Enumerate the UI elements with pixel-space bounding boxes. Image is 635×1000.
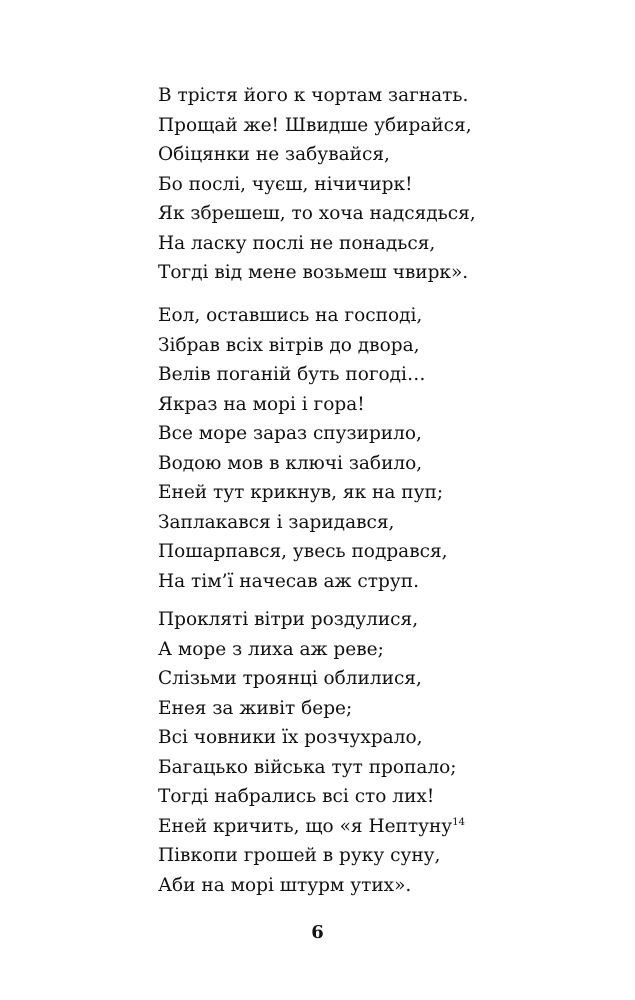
verse-line: Все море зараз спузирило, bbox=[158, 423, 422, 444]
verse-line: Тогді набрались всі сто лих! bbox=[158, 786, 435, 807]
verse-line-text: Еней кричить, що «я Нептуну bbox=[158, 815, 453, 837]
verse-line-with-footnote bbox=[158, 812, 465, 842]
verse-line: Багацько війська тут пропало; bbox=[158, 756, 457, 778]
verse-line: Прокляті вітри роздулися, bbox=[158, 609, 419, 630]
verse-line: Прощай же! Швидше убирайся, bbox=[158, 114, 472, 136]
verse-line: А море з лиха аж реве; bbox=[158, 638, 384, 660]
verse-line: Пошарпався, увесь подрався, bbox=[158, 541, 448, 562]
footnote-reference[interactable]: 14 bbox=[452, 816, 465, 828]
verse-line: Якраз на морі і гора! bbox=[158, 393, 365, 415]
page-number: 6 bbox=[311, 922, 324, 943]
verse-line: Слізьми троянці облилися, bbox=[158, 668, 422, 689]
verse-line: Всі човники їх розчухрало, bbox=[158, 727, 423, 748]
verse-line: Заплакався і заридався, bbox=[158, 511, 395, 533]
verse-line: Тогді від мене возьмеш чвирк». bbox=[158, 262, 469, 283]
verse-line: Обіцянки не забувайся, bbox=[158, 144, 390, 165]
verse-line: На тім’ї начесав аж струп. bbox=[158, 570, 419, 592]
verse-line: Еол, оставшись на господі, bbox=[158, 305, 423, 326]
verse-line: Велів поганій буть погоді… bbox=[158, 364, 426, 385]
verse-line: Бо послі, чуєш, нічичирк! bbox=[158, 173, 413, 195]
verse-line: На ласку послі не понадься, bbox=[158, 232, 436, 254]
verse-line: Енея за живіт бере; bbox=[158, 697, 353, 719]
verse-line: Півкопи грошей в руку суну, bbox=[158, 845, 441, 866]
verse-line: Еней тут крикнув, як на пуп; bbox=[158, 482, 444, 503]
stanza-2 bbox=[158, 301, 448, 596]
stanza-3 bbox=[158, 605, 465, 900]
verse-line: В трістя його к чортам загнать. bbox=[158, 85, 469, 106]
verse-line: Водою мов в ключі забило, bbox=[158, 452, 423, 474]
verse-line: Зібрав всіх вітрів до двора, bbox=[158, 334, 420, 356]
verse-line: Як збрешеш, то хоча надсядься, bbox=[158, 203, 476, 224]
stanza-1 bbox=[158, 81, 476, 288]
verse-line: Аби на морі штурм утих». bbox=[158, 874, 412, 896]
